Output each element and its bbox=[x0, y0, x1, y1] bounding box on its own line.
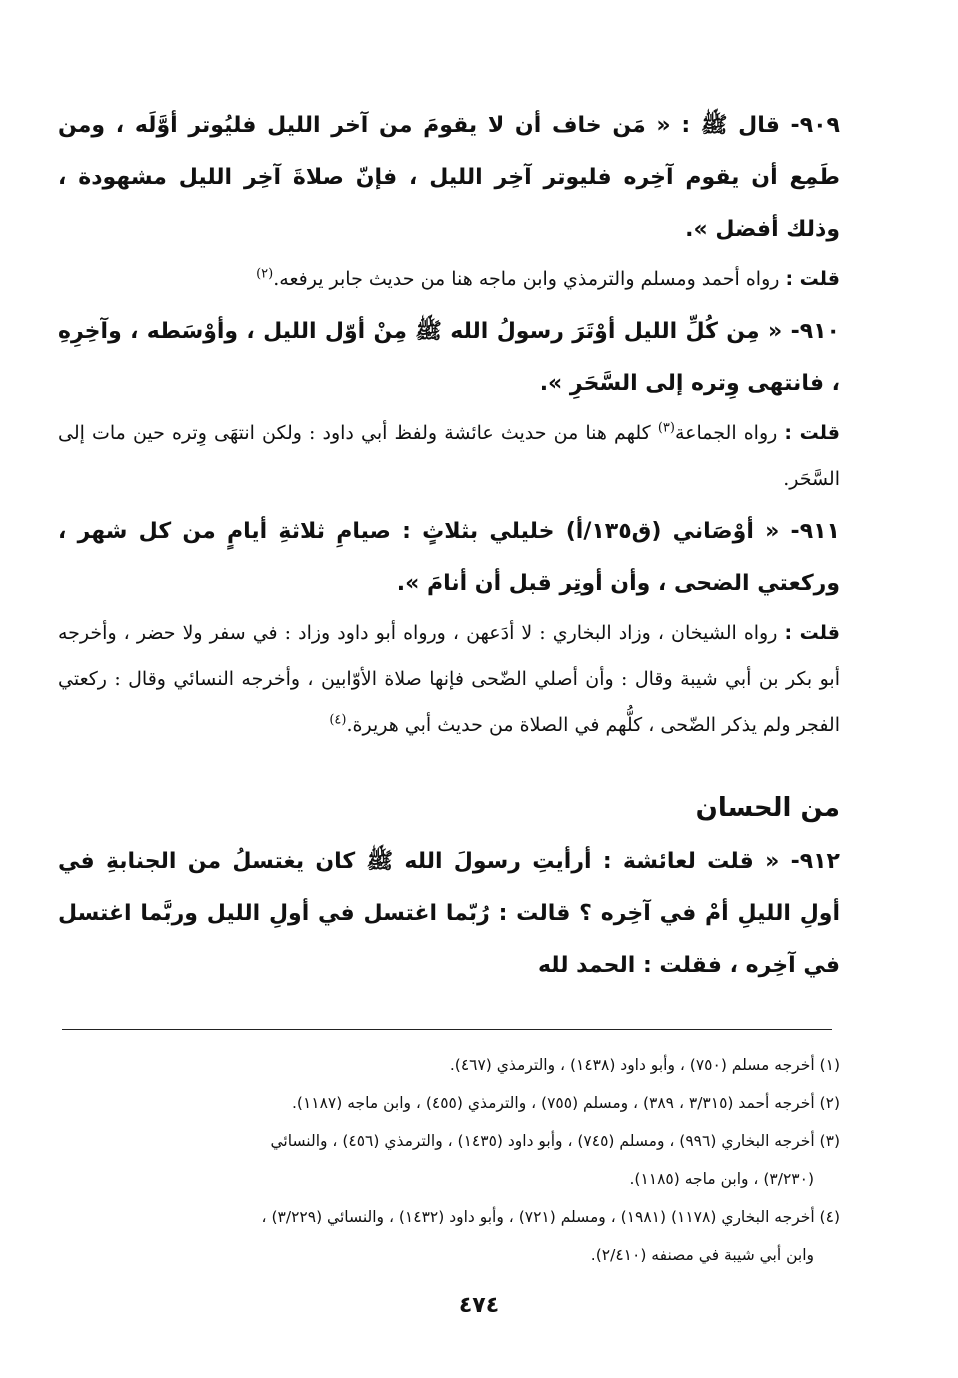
hadith-911: ٩١١- « أوْصَاني (ق١٣٥/أ) خليلي بثلاثٍ : صيامِ ثلاثةِ أيامٍ من كل شهر ، وركعتي الضحى ، وأن أوتِر قبل أن أنامَ ». bbox=[58, 519, 840, 596]
footnotes bbox=[58, 1046, 840, 1274]
page-number: ٤٧٤ bbox=[458, 1293, 500, 1318]
footnote-3-continuation: (٣/٢٣٠) ، وابن ماجه (١١٨٥). bbox=[629, 1170, 814, 1188]
section-title: من الحسان bbox=[695, 793, 840, 823]
main-text bbox=[58, 100, 840, 992]
footnote-ref: (٢) bbox=[256, 266, 274, 282]
commentary-text: رواه الشيخان ، وزاد البخاري : لا أدَعهن ، ورواه أبو داود وزاد : في سفر ولا حضر ، وأخرجه أبو بكر بن أبي شيبة وقال : وأن أصلي الضّحى فإنها صلاة الأوّابين ، وأخرجه النسائي وقال : ركعتي الفجر ولم يذكر الضّحى ، كلُّهم في الصلاة من حديث أبي هريرة. bbox=[58, 622, 840, 736]
footnote-divider bbox=[62, 1029, 832, 1030]
commentary-911 bbox=[58, 610, 840, 748]
hadith-912: ٩١٢- « قلت لعائشة : أرأيتِ رسولَ الله ﷺ كان يغتسلُ من الجنابةِ في أولِ الليلِ أمْ في آخِره ؟ قالت : رُبّما اغتسل في أولِ الليل وربَّما اغتسل في آخِره ، فقلت : الحمد لله bbox=[58, 849, 840, 978]
footnote-ref: (٣) bbox=[657, 420, 675, 436]
commentary-910 bbox=[58, 410, 840, 502]
footnote-4: (٤) أخرجه البخاري (١١٧٨) (١٩٨١) ، ومسلم (٧٢١) ، وأبو داود (١٤٣٢) ، والنسائي (٣/٢٢٩) ، bbox=[261, 1208, 840, 1226]
commentary-text: رواه أحمد ومسلم والترمذي وابن ماجه هنا من حديث جابر يرفعه. bbox=[273, 268, 780, 290]
commentary-lead: قلت : bbox=[785, 268, 840, 290]
commentary-text: رواه الجماعة bbox=[674, 422, 778, 444]
footnote-ref: (٤) bbox=[329, 712, 347, 728]
hadith-909: ٩٠٩- قال ﷺ : « مَن خاف أن لا يقومَ من آخر الليل فليُوتر أوَّلَه ، ومن طَمِع أن يقوم آخِره فليوتر آخِر الليل ، فإنّ صلاةَ آخِر الليل مشهودة ، وذلك أفضل ». bbox=[58, 113, 840, 242]
commentary-909 bbox=[58, 256, 840, 302]
commentary-lead: قلت : bbox=[784, 622, 840, 644]
footnote-3: (٣) أخرجه البخاري (٩٩٦) ، ومسلم (٧٤٥) ، وأبو داود (١٤٣٥) ، والترمذي (٤٥٦) ، والنسائي bbox=[270, 1132, 840, 1150]
footnote-4-continuation: وابن أبي شيبة في مصنفه (٢/٤١٠). bbox=[590, 1246, 814, 1264]
footnote-2: (٢) أخرجه أحمد (٣/٣١٥ ، ٣٨٩) ، ومسلم (٧٥٥) ، والترمذي (٤٥٥) ، وابن ماجه (١١٨٧). bbox=[291, 1094, 840, 1112]
footnote-1: (١) أخرجه مسلم (٧٥٠) ، وأبو داود (١٤٣٨) ، والترمذي (٤٦٧). bbox=[449, 1056, 840, 1074]
commentary-lead: قلت : bbox=[784, 422, 840, 444]
hadith-910: ٩١٠- « مِن كُلِّ الليل أوْتَرَ رسولُ الله ﷺ مِنْ أوّل الليل ، وأوْسَطه ، وآخِرِهِ ، فانتهى وِتره إلى السَّحَرِ ». bbox=[58, 319, 840, 396]
commentary-text-cont: كلهم هنا من حديث عائشة ولفظ أبي داود : ولكن انتهَى وِتره حين مات إلى السَّحَر. bbox=[58, 422, 840, 490]
